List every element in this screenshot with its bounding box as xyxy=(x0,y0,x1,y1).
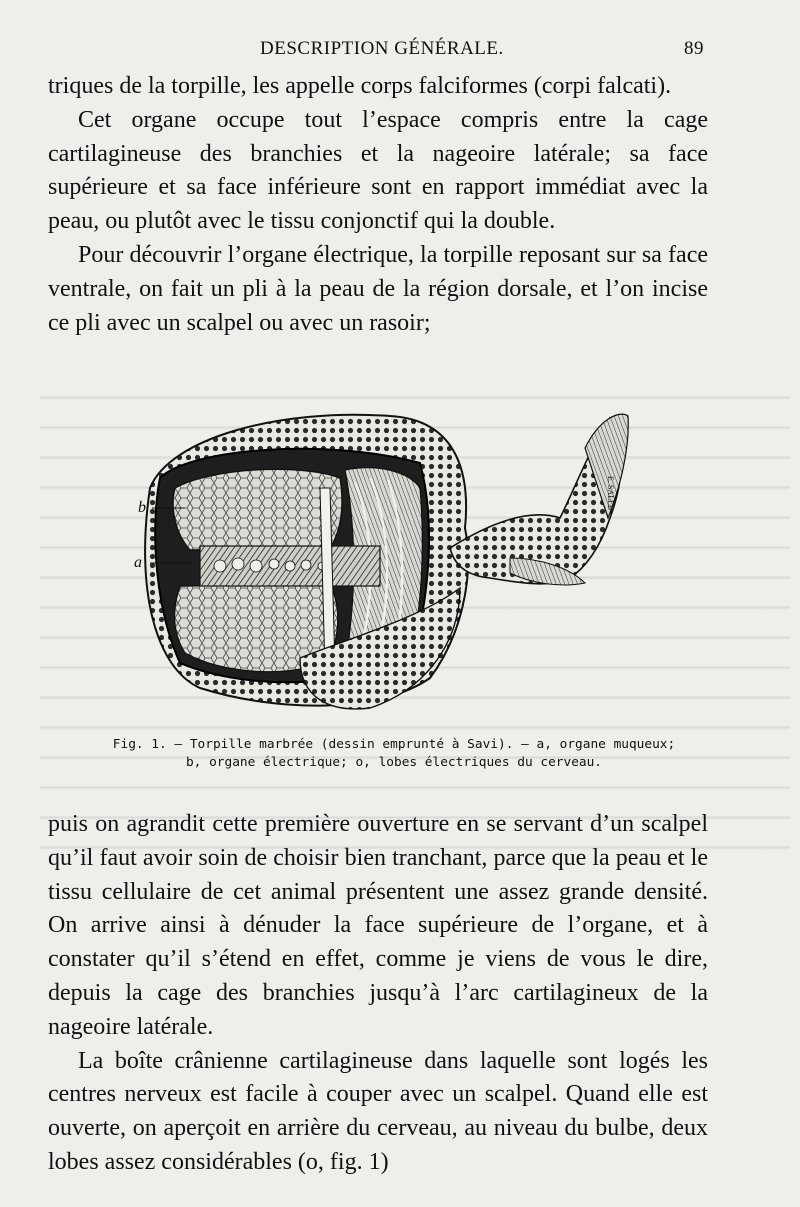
paragraph-cranial-box: La boîte crânienne cartilagineuse dans laquelle sont logés les centres nerveux est facile à couper avec un scalpel. Quand elle est ouverte, on aperçoit en arrière du cerveau, au niveau du bulbe, deux lobes assez considérables (o, fig. 1) xyxy=(48,1047,708,1175)
paragraph-continuation: triques de la torpille, les appelle corps falciformes (corpi falcati). xyxy=(48,73,672,99)
running-title: DESCRIPTION GÉNÉRALE. xyxy=(260,38,504,59)
engraving-illustration xyxy=(130,408,650,728)
label-b: b xyxy=(138,499,146,516)
paragraph-dissection-continued: puis on agrandit cette première ouverture en se servant d’un scalpel qu’il faut avoir soin de choisir bien tranchant, parce que la peau et le tissu cellulaire de cet animal présentent une assez grande densité. On arrive ainsi à dénuder la face supérieure de l’organe, et à constater qu’il s’étend en effet, comme je viens de vous le dire, depuis la cage des branchies jusqu’à l’arc cartilagineux de la nageoire latérale. xyxy=(48,811,708,1040)
figure-caption xyxy=(84,736,704,772)
electric-organ-upper xyxy=(173,469,342,550)
body-text-upper xyxy=(48,70,708,340)
caption-line-2: b, organe électrique; o, lobes électriques du cerveau. xyxy=(185,755,603,770)
body-text-lower xyxy=(48,808,708,1180)
page-number: 89 xyxy=(684,38,704,59)
label-a: a xyxy=(134,554,142,571)
paragraph-dissection-start: Pour découvrir l’organe électrique, la torpille reposant sur sa face ventrale, on fait un pli à la peau de la région dorsale, et l’on incise ce pli avec un scalpel ou avec un rasoir; xyxy=(48,241,708,336)
page-header xyxy=(60,38,704,60)
engraver-signature: E. SALLE xyxy=(606,476,615,510)
paragraph-organ-location: Cet organe occupe tout l’espace compris entre la cage cartilagineuse des branchies et la nageoire latérale; sa face supérieure et sa face inférieure sont en rapport immédiat avec la peau, ou plutôt avec le tissu conjonctif qui la double. xyxy=(48,106,708,235)
caption-line-1: Fig. 1. — Torpille marbrée (dessin emprunté à Savi). — a, organe muqueux; xyxy=(112,737,676,752)
torpedo-ray-engraving xyxy=(130,408,650,728)
